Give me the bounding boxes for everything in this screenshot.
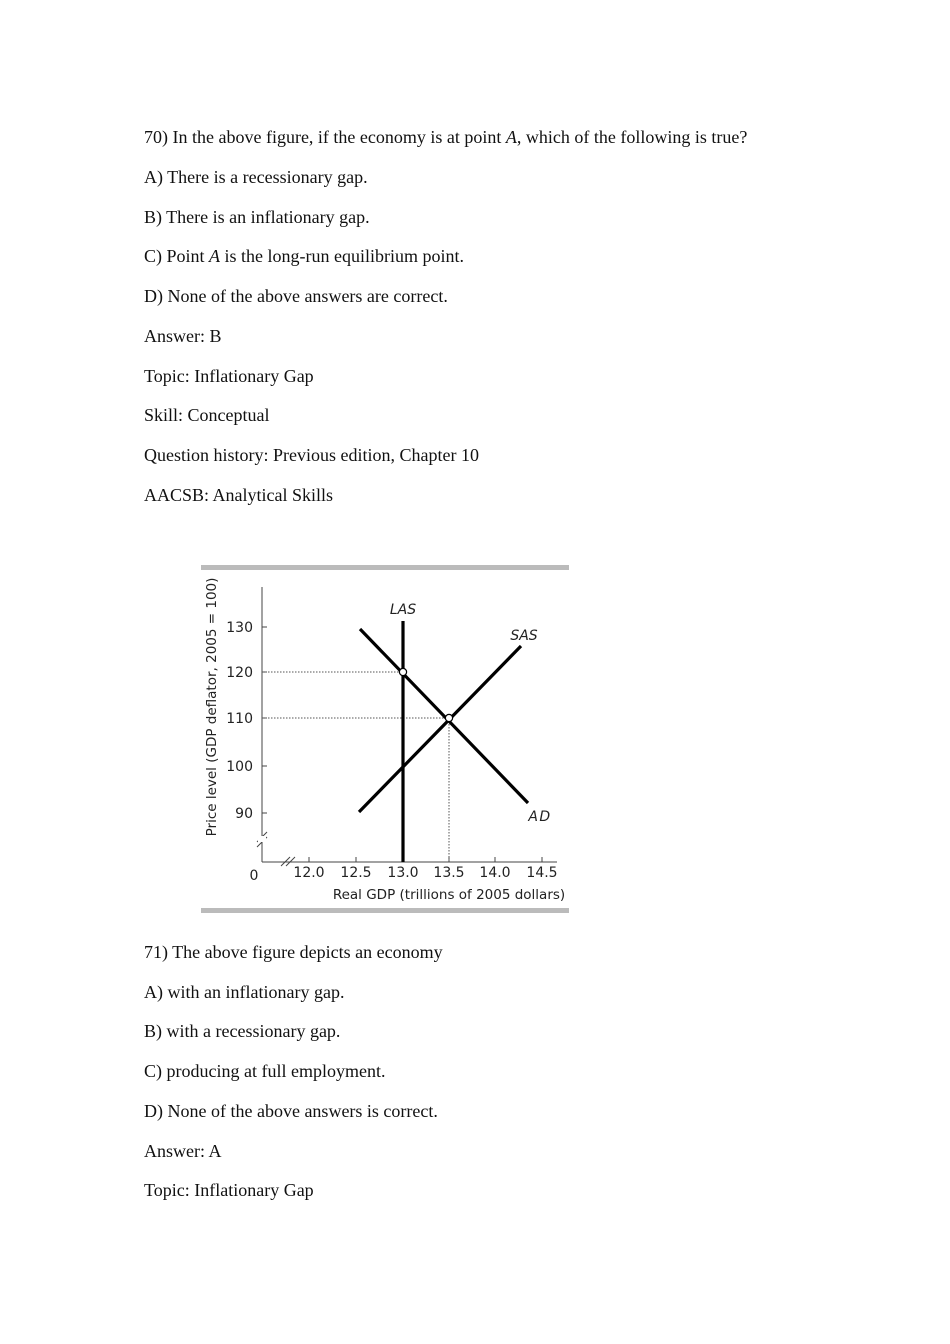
sas-label: SAS: [510, 628, 538, 644]
x-ticks: [309, 857, 542, 862]
q70-answer: Answer: B: [144, 326, 222, 346]
y-tick-label: 120: [226, 665, 253, 681]
option-text: is the long-run equilibrium point.: [220, 246, 464, 266]
y-tick-label: 90: [235, 806, 253, 822]
q71-option-a: A) with an inflationary gap.: [144, 982, 345, 1002]
point-label: A: [209, 246, 221, 266]
q70-option-a: A) There is a recessionary gap.: [144, 167, 368, 187]
q70-option-b: B) There is an inflationary gap.: [144, 207, 370, 227]
question-70-stem: [144, 126, 747, 148]
q71-answer: Answer: A: [144, 1141, 222, 1161]
x-tick-label: 12.0: [293, 865, 325, 881]
y-axis-title: Price level (GDP deflator, 2005 = 100): [204, 577, 220, 837]
q70-aacsb: AACSB: Analytical Skills: [144, 485, 334, 505]
q70-topic: Topic: Inflationary Gap: [144, 366, 314, 386]
ad-label: AD: [528, 809, 552, 825]
y-tick-label: 100: [226, 759, 253, 775]
x-tick-label: 12.5: [340, 865, 372, 881]
point-label: A: [505, 127, 517, 147]
y-ticks: [262, 627, 267, 813]
q70-option-d: D) None of the above answers are correct.: [144, 286, 448, 306]
q71-option-c: C) producing at full employment.: [144, 1061, 386, 1081]
question-71-stem: 71) The above figure depicts an economy: [144, 942, 443, 962]
x-tick-label: 13.5: [433, 865, 465, 881]
x-tick-label: 13.0: [387, 865, 419, 881]
q70-option-c: [144, 245, 464, 267]
figure-top-rule: [201, 565, 569, 570]
stem-text: 70) In the above figure, if the economy is at point: [144, 127, 506, 147]
x-tick-label: 14.0: [479, 865, 511, 881]
q70-skill: Skill: Conceptual: [144, 405, 270, 425]
guide-lines: [262, 672, 449, 862]
q71-option-d: D) None of the above answers is correct.: [144, 1101, 438, 1121]
point-120: [399, 668, 406, 675]
ad-curve: [360, 629, 528, 803]
stem-text: , which of the following is true?: [516, 127, 748, 147]
point-110: [445, 714, 452, 721]
option-text: C) Point: [144, 246, 210, 266]
x-axis-title: Real GDP (trillions of 2005 dollars): [332, 887, 566, 903]
as-ad-figure: [195, 560, 575, 920]
q71-topic: Topic: Inflationary Gap: [144, 1180, 314, 1200]
sas-curve: [359, 646, 521, 812]
figure-bottom-rule: [201, 908, 569, 913]
y-tick-label: 130: [226, 620, 253, 636]
y-tick-label: 110: [226, 711, 253, 727]
las-label: LAS: [389, 602, 417, 618]
q70-history: Question history: Previous edition, Chapter 10: [144, 445, 479, 465]
origin-label: 0: [249, 868, 259, 884]
x-tick-label: 14.5: [526, 865, 558, 881]
q71-option-b: B) with a recessionary gap.: [144, 1021, 341, 1041]
